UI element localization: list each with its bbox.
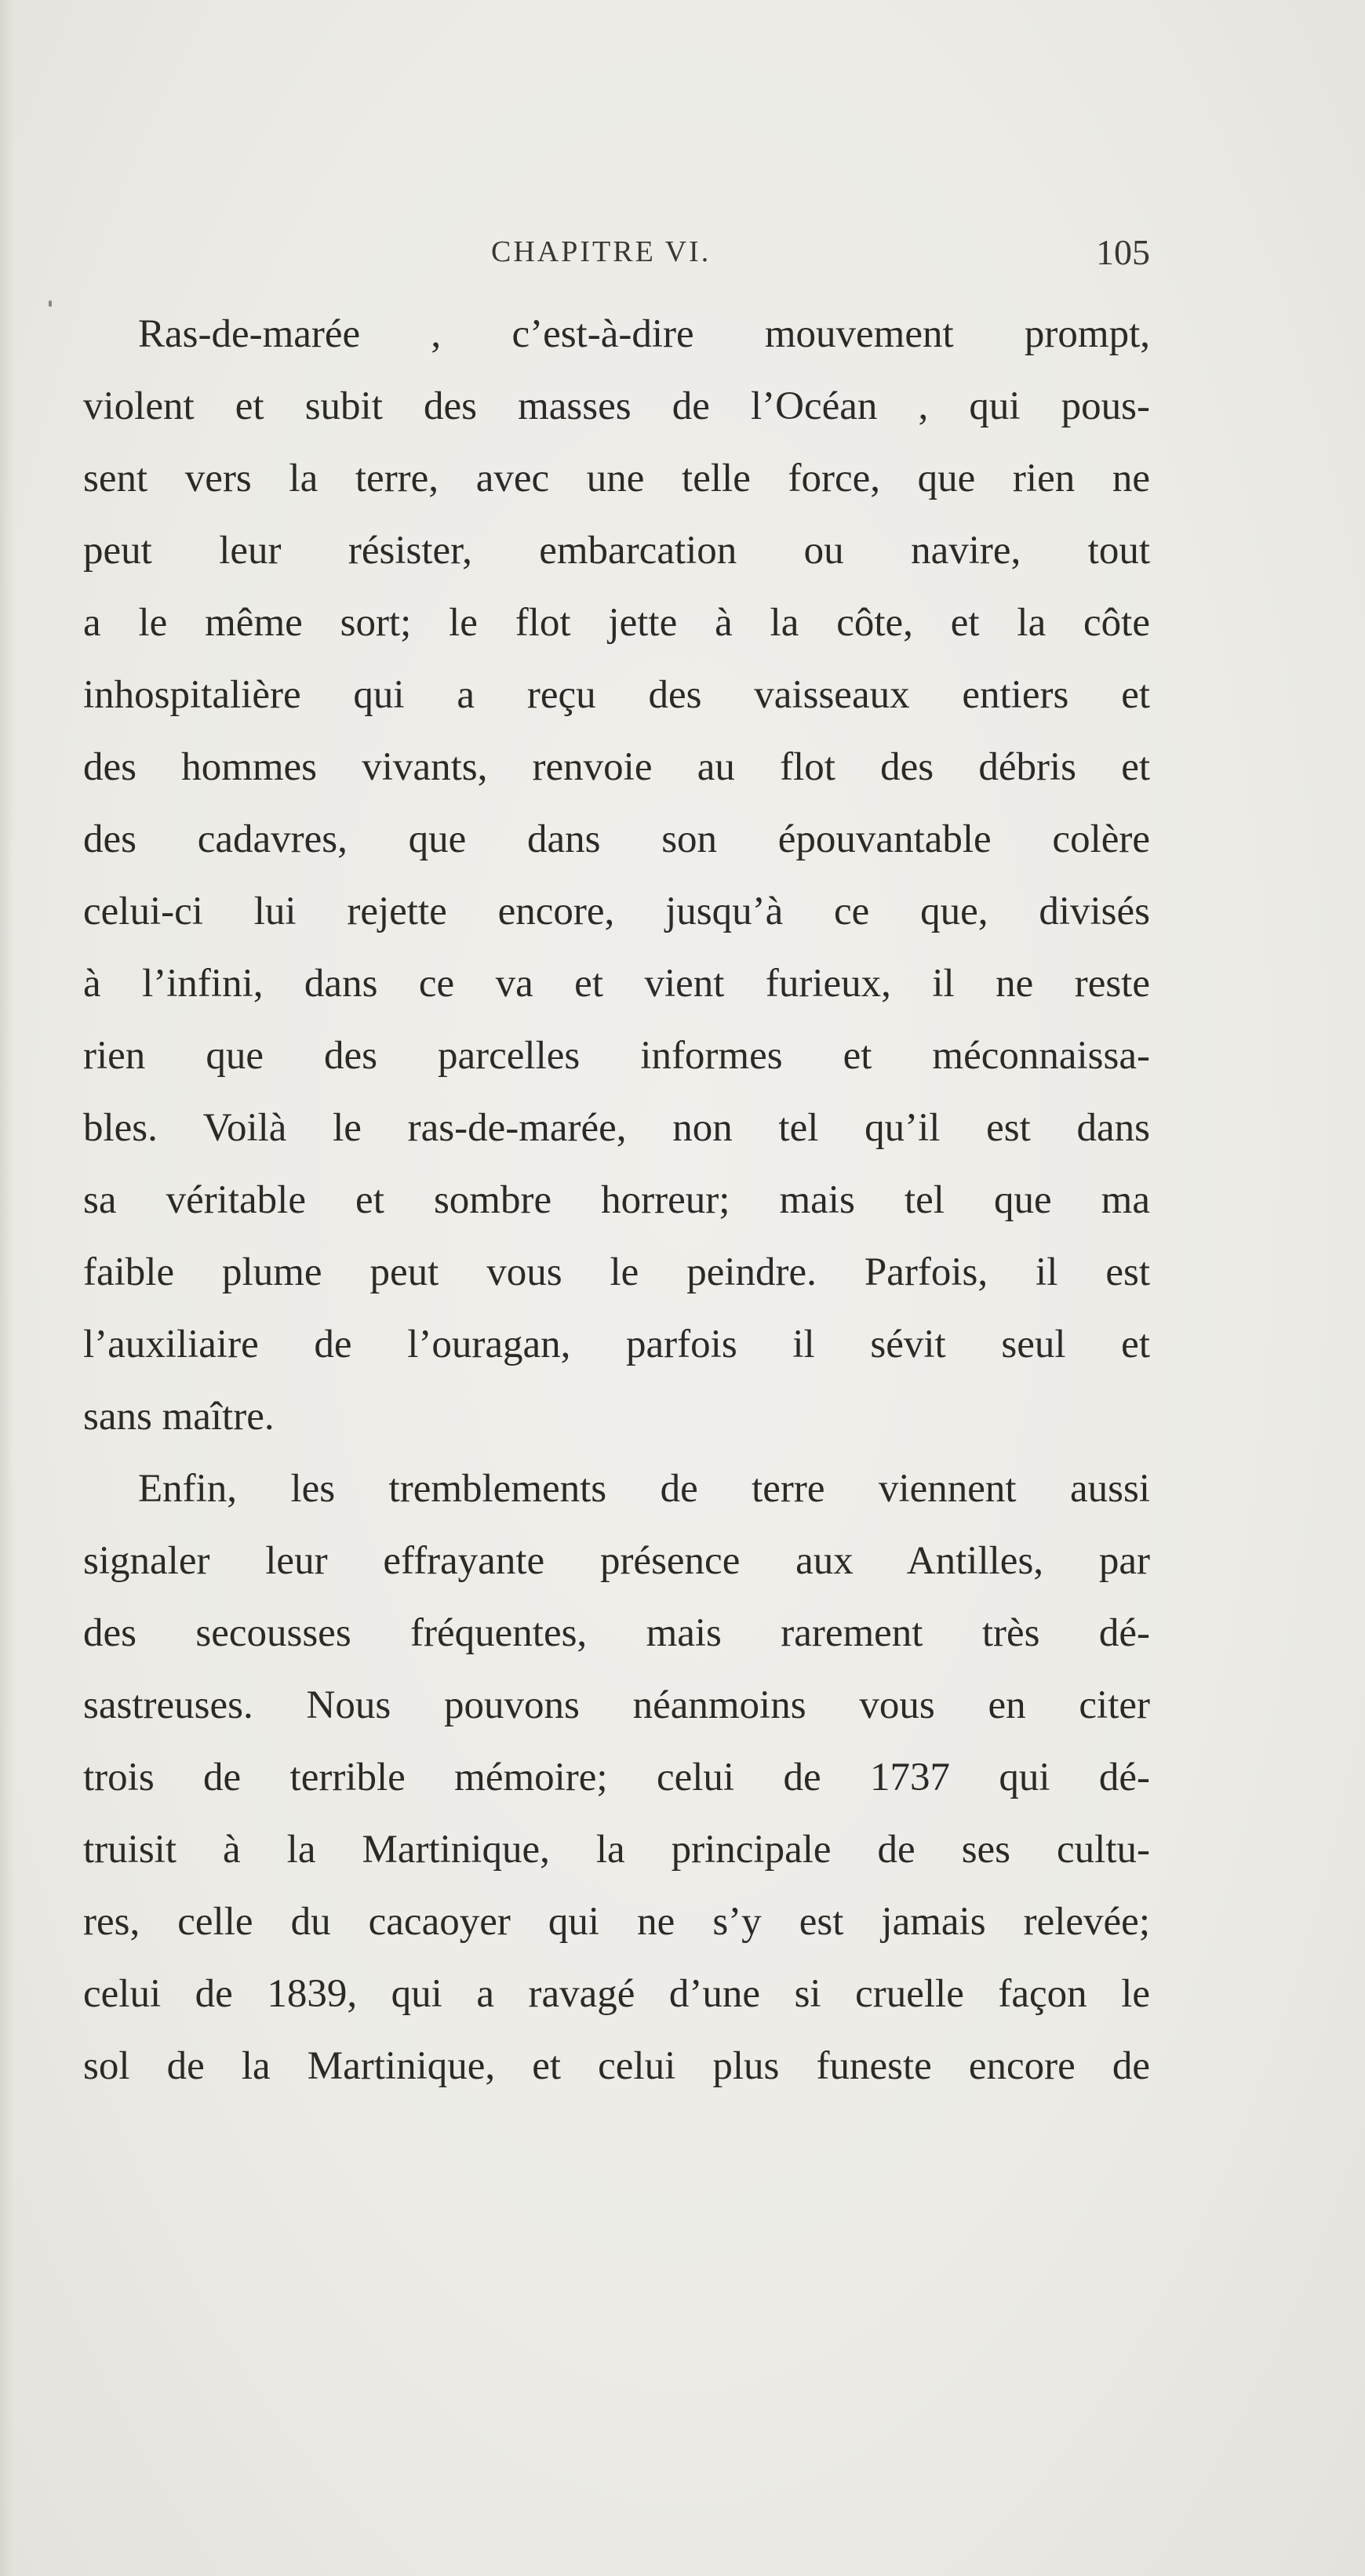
text-line: Ras-de-marée , c’est-à-dire mouvement prompt, <box>138 312 1150 356</box>
chapter-title: CHAPITRE VI. <box>491 235 712 268</box>
text-line: celui de 1839, qui a ravagé d’une si cruelle façon le <box>83 1972 1150 2016</box>
paragraph-1 <box>83 298 1150 1453</box>
text-line: violent et subit des masses de l’Océan , qui pous- <box>83 384 1150 428</box>
text-line: sol de la Martinique, et celui plus funeste encore de <box>83 2044 1150 2088</box>
text-line: sastreuses. Nous pouvons néanmoins vous en citer <box>83 1683 1150 1727</box>
body-text <box>83 298 1150 2102</box>
paragraph-2 <box>83 1453 1150 2102</box>
text-line: l’auxiliaire de l’ouragan, parfois il sévit seul et <box>83 1323 1150 1366</box>
page-left-edge-shadow <box>0 0 14 2576</box>
page-number: 105 <box>1096 232 1150 272</box>
text-line: sans maître. <box>83 1395 275 1439</box>
text-line: signaler leur effrayante présence aux Antilles, par <box>83 1539 1150 1583</box>
text-line: res, celle du cacaoyer qui ne s’y est jamais relevée; <box>83 1900 1150 1944</box>
text-line: rien que des parcelles informes et méconnaissa- <box>83 1034 1150 1078</box>
text-line: a le même sort; le flot jette à la côte, et la côte <box>83 601 1150 645</box>
text-line: Enfin, les tremblements de terre viennent aussi <box>138 1467 1150 1511</box>
text-line: des cadavres, que dans son épouvantable colère <box>83 817 1150 861</box>
text-line: à l’infini, dans ce va et vient furieux, il ne reste <box>83 962 1150 1006</box>
text-line: trois de terrible mémoire; celui de 1737 qui dé- <box>83 1756 1150 1799</box>
running-head <box>83 231 1150 278</box>
ink-speck <box>49 300 52 307</box>
text-line: des secousses fréquentes, mais rarement très dé- <box>83 1611 1150 1655</box>
text-line: peut leur résister, embarcation ou navire, tout <box>83 529 1150 573</box>
text-line: sa véritable et sombre horreur; mais tel que ma <box>83 1178 1150 1222</box>
text-line: sent vers la terre, avec une telle force, que rien ne <box>83 457 1150 500</box>
text-line: inhospitalière qui a reçu des vaisseaux entiers et <box>83 673 1150 717</box>
text-line: faible plume peut vous le peindre. Parfois, il est <box>83 1250 1150 1294</box>
text-line: bles. Voilà le ras-de-marée, non tel qu’il est dans <box>83 1106 1150 1150</box>
text-line: celui-ci lui rejette encore, jusqu’à ce que, divisés <box>83 890 1150 933</box>
text-line: truisit à la Martinique, la principale de ses cultu- <box>83 1828 1150 1872</box>
text-line: des hommes vivants, renvoie au flot des débris et <box>83 745 1150 789</box>
